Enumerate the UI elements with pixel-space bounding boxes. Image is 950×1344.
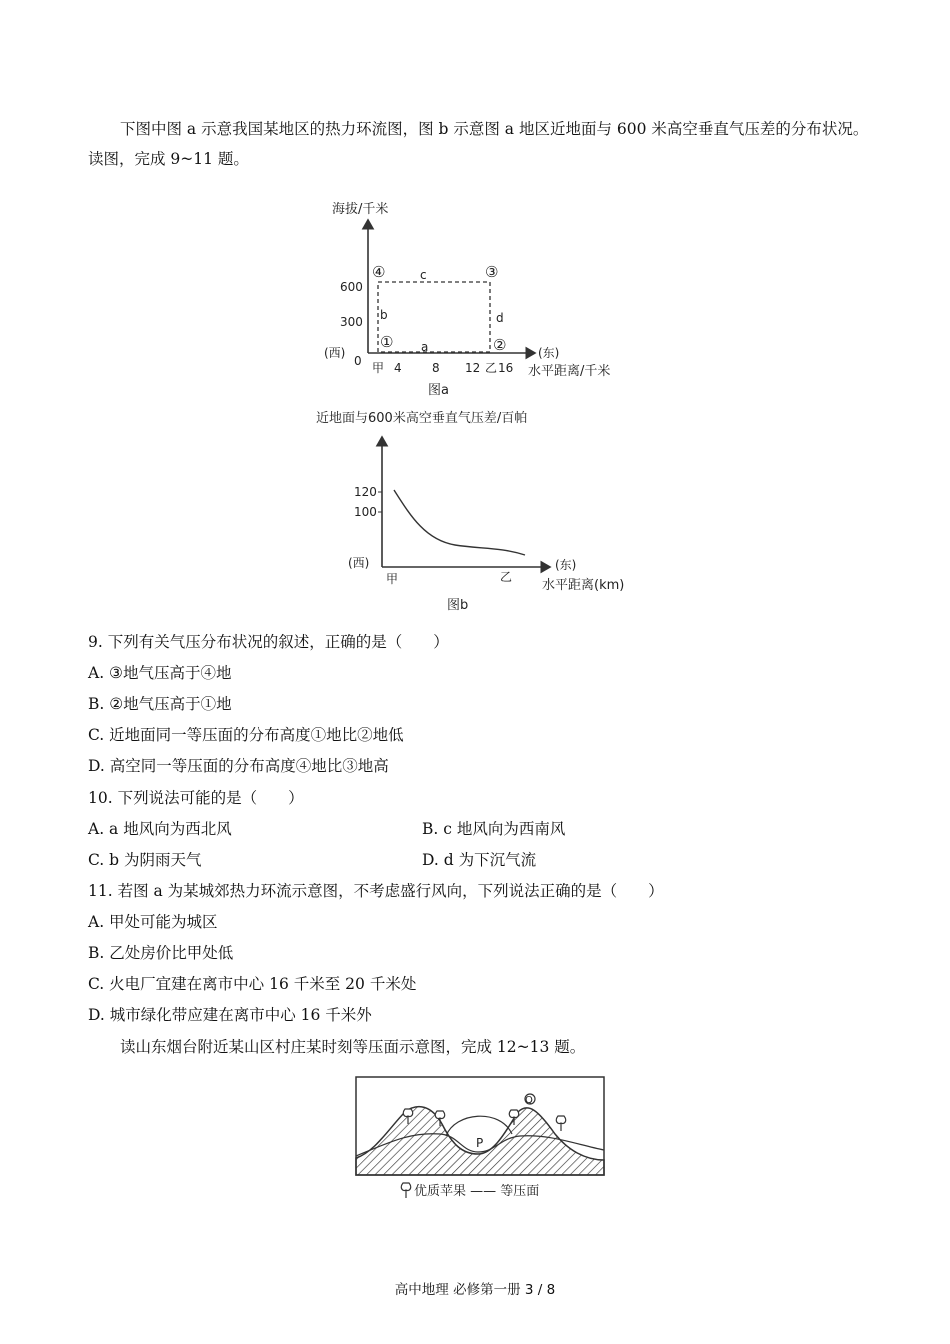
- q9-stem: 9. 下列有关气压分布状况的叙述，正确的是（ ）: [88, 633, 449, 651]
- fig-b-ylabel: 近地面与600米高空垂直气压差/百帕: [316, 411, 528, 426]
- fig-b-caption: 图b: [447, 598, 469, 613]
- fig-a-jia: 甲: [372, 361, 385, 375]
- fig-a-caption: 图a: [428, 383, 449, 398]
- fig-a-label-a: a: [421, 340, 429, 354]
- q11-stem: 11. 若图 a 为某城郊热力环流示意图，不考虑盛行风向，下列说法正确的是（ ）: [88, 882, 664, 900]
- fig-a-point-2: ②: [493, 336, 507, 354]
- fig-b-ytick-120: 120: [354, 485, 377, 499]
- q11-option-b: B. 乙处房价比甲处低: [88, 944, 234, 962]
- q11-option-d: D. 城市绿化带应建在离市中心 16 千米外: [88, 1006, 372, 1024]
- fig-c-legend: 优质苹果 —— 等压面: [414, 1184, 540, 1199]
- fig-a-xlabel: 水平距离/千米: [528, 364, 611, 379]
- fig-a-label-b: b: [380, 308, 388, 322]
- intro-paragraph-2: 读山东烟台附近某山区村庄某时刻等压面示意图，完成 12~13 题。: [120, 1038, 586, 1056]
- fig-a-xtick-8: 8: [432, 361, 440, 375]
- fig-a-ytick-300: 300: [340, 315, 363, 329]
- q10-option-c: C. b 为阴雨天气: [88, 851, 202, 869]
- fig-a-ytick-0: 0: [354, 354, 362, 368]
- fig-a-point-4: ④: [372, 263, 386, 281]
- fig-c-label-p: P: [476, 1136, 484, 1150]
- fig-a-ylabel: 海拔/千米: [332, 202, 389, 217]
- q9-option-c: C. 近地面同一等压面的分布高度①地比②地低: [88, 726, 404, 744]
- intro-paragraph-1: 下图中图 a 示意我国某地区的热力环流图，图 b 示意图 a 地区近地面与 600 米高空垂直气压差的分布状况。读图，完成 9~11 题。: [88, 120, 869, 168]
- fig-a-xtick-4: 4: [394, 361, 402, 375]
- fig-c-label-q: Q: [525, 1095, 533, 1106]
- fig-b-ytick-100: 100: [354, 505, 377, 519]
- q9-option-a: A. ③地气压高于④地: [88, 664, 232, 682]
- fig-a-label-c: c: [420, 268, 427, 282]
- q9-option-d: D. 高空同一等压面的分布高度④地比③地高: [88, 757, 389, 775]
- fig-a-point-3: ③: [485, 263, 499, 281]
- fig-a-yi: 乙: [485, 361, 498, 375]
- fig-a-circulation-box: [378, 282, 490, 352]
- page-footer: 高中地理 必修第一册 3 / 8: [394, 1282, 556, 1298]
- q11-option-a: A. 甲处可能为城区: [88, 913, 218, 931]
- fig-b-pressure-curve: [394, 490, 525, 555]
- fig-a-east: (东): [538, 346, 560, 360]
- q10-option-b: B. c 地风向为西南风: [422, 820, 566, 838]
- q9-option-b: B. ②地气压高于①地: [88, 695, 232, 713]
- fig-a-xtick-12: 12: [465, 361, 481, 375]
- q10-option-d: D. d 为下沉气流: [422, 851, 537, 869]
- fig-b-xlabel: 水平距离(km): [542, 578, 625, 593]
- q10-option-a: A. a 地风向为西北风: [88, 820, 232, 838]
- fig-a-point-1: ①: [380, 333, 394, 351]
- fig-b-east: (东): [555, 558, 577, 572]
- fig-b-jia: 甲: [386, 572, 399, 586]
- fig-a-label-d: d: [496, 311, 504, 325]
- figure-c: [350, 1072, 612, 1207]
- fig-a-west: (西): [324, 346, 346, 360]
- q11-option-c: C. 火电厂宜建在离市中心 16 千米至 20 千米处: [88, 975, 417, 993]
- fig-b-west: (西): [348, 556, 370, 570]
- q10-stem: 10. 下列说法可能的是（ ）: [88, 789, 304, 807]
- fig-c-legend-apple-icon: [401, 1183, 410, 1198]
- fig-b-yi: 乙: [500, 570, 513, 584]
- fig-a-xtick-16: 16: [498, 361, 514, 375]
- figure-b: [310, 405, 650, 615]
- figure-a: [310, 195, 640, 400]
- fig-a-ytick-600: 600: [340, 280, 363, 294]
